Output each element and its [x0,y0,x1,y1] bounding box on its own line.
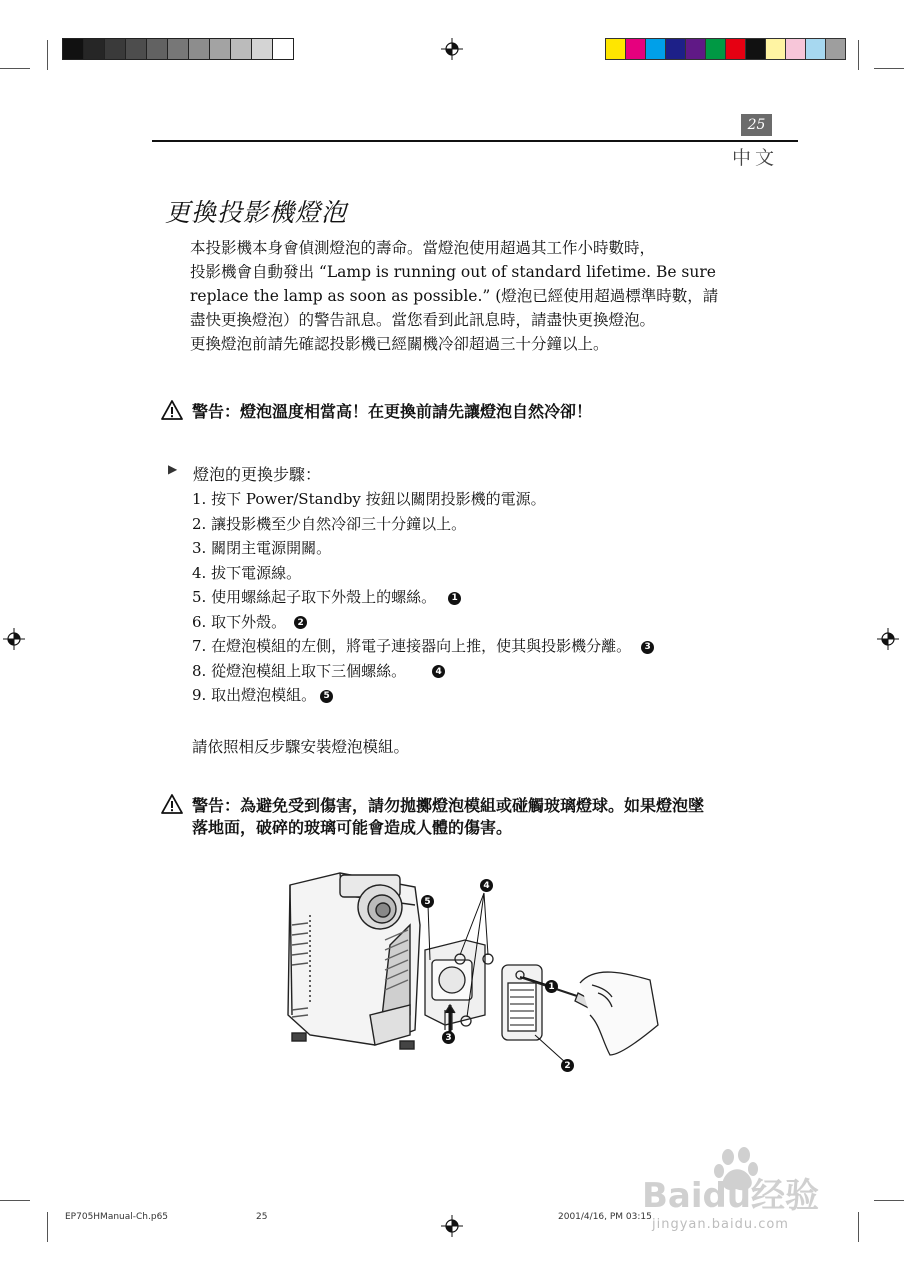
page-number-badge: 25 [741,114,772,136]
callout-badge: 5 [421,895,434,908]
crop-mark [858,40,859,70]
watermark-brand: Baidu经验 [642,1176,820,1215]
paragraph-line: 更換燈泡前請先確認投影機已經關機冷卻超過三十分鐘以上。 [190,335,609,353]
lamp-cover-illustration [502,965,542,1040]
procedure-step [192,635,654,660]
step-callout-badge: 1 [448,592,461,605]
procedure-step [192,611,654,636]
procedure-step [192,660,654,685]
header-rule [152,140,798,142]
color-swatch [705,38,726,60]
gray-swatch [167,38,189,60]
crop-mark [0,1200,30,1201]
gray-swatch [188,38,210,60]
registration-mark-icon [3,628,25,650]
paragraph-line: replace the lamp as soon as possible.” (燈泡已經使用超過標準時數，請 [190,287,719,305]
warning-triangle-icon [161,794,183,814]
intro-paragraph [190,236,770,356]
warning-triangle-icon [161,400,183,420]
callout-badge: 1 [545,980,558,993]
procedure-step [192,586,654,611]
gray-swatch [146,38,168,60]
gray-swatch [104,38,126,60]
step-text: 8. 從燈泡模組上取下三個螺絲。 [192,661,407,680]
crop-mark [0,68,30,69]
gray-swatch [272,38,294,60]
step-callout-badge: 3 [641,641,654,654]
grayscale-calibration-bar [63,38,294,60]
crop-mark [47,1212,48,1242]
projector-illustration [288,873,420,1049]
warning-text: 警告：燈泡溫度相當高！在更換前請先讓燈泡自然冷卻！ [192,402,593,421]
gray-swatch [125,38,147,60]
procedure-step [192,488,654,513]
procedure-step [192,684,654,709]
bullet-arrow-icon: ▶ [168,462,178,476]
callout-badge: 2 [561,1059,574,1072]
callout-badge: 3 [442,1031,455,1044]
warning-text: 落地面，破碎的玻璃可能會造成人體的傷害。 [192,818,513,837]
footer-filename: EP705HManual-Ch.p65 [65,1212,169,1222]
color-swatch [645,38,666,60]
color-swatch [685,38,706,60]
section-title: 更換投影機燈泡 [165,198,348,227]
gray-swatch [251,38,273,60]
gray-swatch [62,38,84,60]
registration-mark-icon [441,1215,463,1237]
procedure-heading-label: 燈泡的更換步驟： [193,465,322,484]
step-callout-badge: 4 [432,665,445,678]
paragraph-line: 盡快更換燈泡）的警告訊息。當您看到此訊息時，請盡快更換燈泡。 [190,311,656,329]
step-text: 4. 拔下電源線。 [192,563,302,582]
footer-datetime: 2001/4/16, PM 03:15 [558,1212,652,1222]
step-text: 7. 在燈泡模組的左側，將電子連接器向上推，使其與投影機分離。 [192,637,632,655]
color-calibration-bar [606,38,846,60]
step-text: 6. 取下外殼。 [192,612,287,631]
language-label: 中文 [732,147,779,169]
crop-mark [47,40,48,70]
reassemble-note: 請依照相反步驟安裝燈泡模組。 [192,738,410,756]
color-swatch [665,38,686,60]
procedure-step [192,537,654,562]
crop-mark [874,1200,904,1201]
color-swatch [605,38,626,60]
color-swatch [765,38,786,60]
step-text: 3. 關閉主電源開關。 [192,539,332,557]
crop-mark [858,1212,859,1242]
gray-swatch [83,38,105,60]
watermark-url: jingyan.baidu.com [652,1217,789,1232]
callout-badge: 4 [480,879,493,892]
step-text: 1. 按下 Power/Standby 按鈕以關閉投影機的電源。 [192,490,546,508]
step-callout-badge: 5 [320,690,333,703]
paragraph-line: 投影機會自動發出 “Lamp is running out of standard lifetime. Be sure [190,263,716,281]
step-text: 9. 取出燈泡模組。 [192,686,317,704]
procedure-steps [192,488,654,709]
color-swatch [625,38,646,60]
warning-text: 警告：為避免受到傷害，請勿拋擲燈泡模組或碰觸玻璃燈球。如果燈泡墜 [192,796,705,815]
registration-mark-icon [441,38,463,60]
step-text: 2. 讓投影機至少自然冷卻三十分鐘以上。 [192,514,467,533]
crop-mark [874,68,904,69]
lamp-module-illustration [425,940,493,1033]
procedure-step [192,562,654,587]
step-text: 5. 使用螺絲起子取下外殼上的螺絲。 [192,588,437,606]
color-swatch [745,38,766,60]
color-swatch [825,38,846,60]
footer-page: 25 [256,1212,268,1222]
color-swatch [805,38,826,60]
color-swatch [785,38,806,60]
registration-mark-icon [877,628,899,650]
lamp-replacement-illustration [280,865,660,1080]
gray-swatch [230,38,252,60]
step-callout-badge: 2 [294,616,307,629]
procedure-step [192,513,654,538]
color-swatch [725,38,746,60]
paragraph-line: 本投影機本身會偵測燈泡的壽命。當燈泡使用超過其工作小時數時， [190,239,656,257]
baidu-paw-logo-icon [640,1145,850,1215]
gray-swatch [209,38,231,60]
